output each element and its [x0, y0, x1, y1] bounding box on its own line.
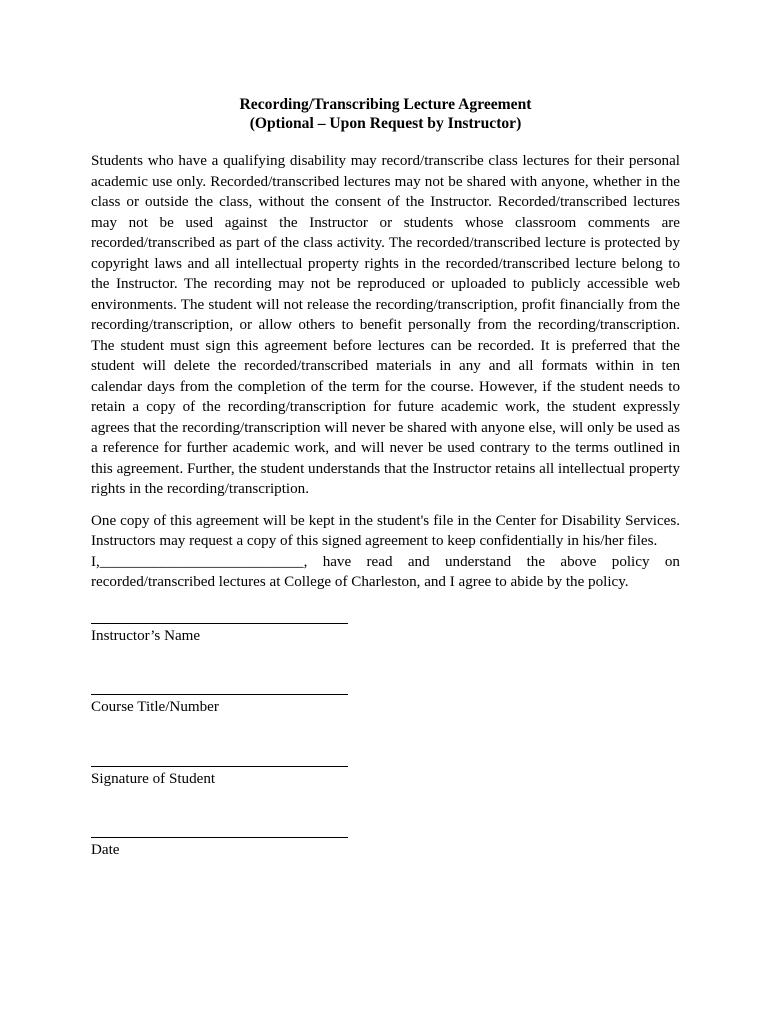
ack-word: have — [322, 553, 352, 570]
course-title-label: Course Title/Number — [91, 699, 219, 715]
document-subtitle: (Optional – Upon Request by Instructor) — [249, 115, 522, 132]
student-name-blank[interactable]: I,___________________________, — [91, 553, 308, 570]
instructor-name-label: Instructor’s Name — [91, 627, 201, 644]
ack-word: the — [526, 553, 546, 570]
date-line[interactable] — [91, 837, 348, 838]
signature-block — [91, 623, 680, 891]
agreement-page — [91, 95, 680, 891]
course-title-field — [91, 694, 680, 748]
date-field — [91, 837, 680, 891]
acknowledgement-line-2: recorded/transcribed lectures at College of Charleston, and I agree to abide by the policy. — [91, 574, 629, 590]
ack-word: and — [407, 553, 430, 570]
ack-word: read — [366, 553, 393, 570]
course-title-line[interactable] — [91, 694, 348, 695]
student-signature-field — [91, 766, 680, 820]
student-signature-label: Signature of Student — [91, 770, 216, 787]
acknowledgement-statement — [91, 552, 680, 593]
copy-policy-paragraph: One copy of this agreement will be kept in the student's file in the Center for Disability Services. Instructors may request a copy of this signed agreement to keep confidentially in his/her files. — [91, 512, 680, 549]
date-label: Date — [91, 842, 120, 858]
agreement-terms-paragraph: Students who have a qualifying disability may record/transcribe class lectures for their personal academic use only. Recorded/transcribed lectures may not be shared with anyone, whether in the class or outside the class, without the consent of the Instructor. Recorded/transcribed lectures may not be used against the Instructor or students whose classroom comments are recorded/transcribed as part of the class activity. The recorded/transcribed lecture is protected by copyright laws and all intellectual property rights in the recorded/transcribed lecture belong to the Instructor. The recording may not be reproduced or uploaded to publicly accessible web environments. The student will not release the recording/transcription, profit financially from the recording/transcription, or allow others to benefit personally from the recording/transcription. The student must sign this agreement before lectures can be recorded. It is preferred that the student will delete the recorded/transcribed materials in any and all formats within in ten calendar days from the completion of the term for the course. However, if the student needs to retain a copy of the recording/transcription for future academic work, the student expressly agrees that the recording/transcription will never be shared with anyone else, will only be used as a reference for further academic work, and will never be used contrary to the terms outlined in this agreement. Further, the student understands that the Instructor retains all intellectual property rights in the recording/transcription. — [91, 153, 680, 497]
ack-word: above — [560, 553, 597, 570]
ack-word: policy — [611, 553, 650, 570]
instructor-name-line[interactable] — [91, 623, 348, 624]
ack-word: on — [664, 553, 680, 570]
acknowledgement-line-1 — [91, 552, 680, 573]
document-title: Recording/Transcribing Lecture Agreement — [239, 96, 532, 113]
ack-word: understand — [445, 553, 512, 570]
student-signature-line[interactable] — [91, 766, 348, 767]
instructor-name-field — [91, 623, 680, 677]
